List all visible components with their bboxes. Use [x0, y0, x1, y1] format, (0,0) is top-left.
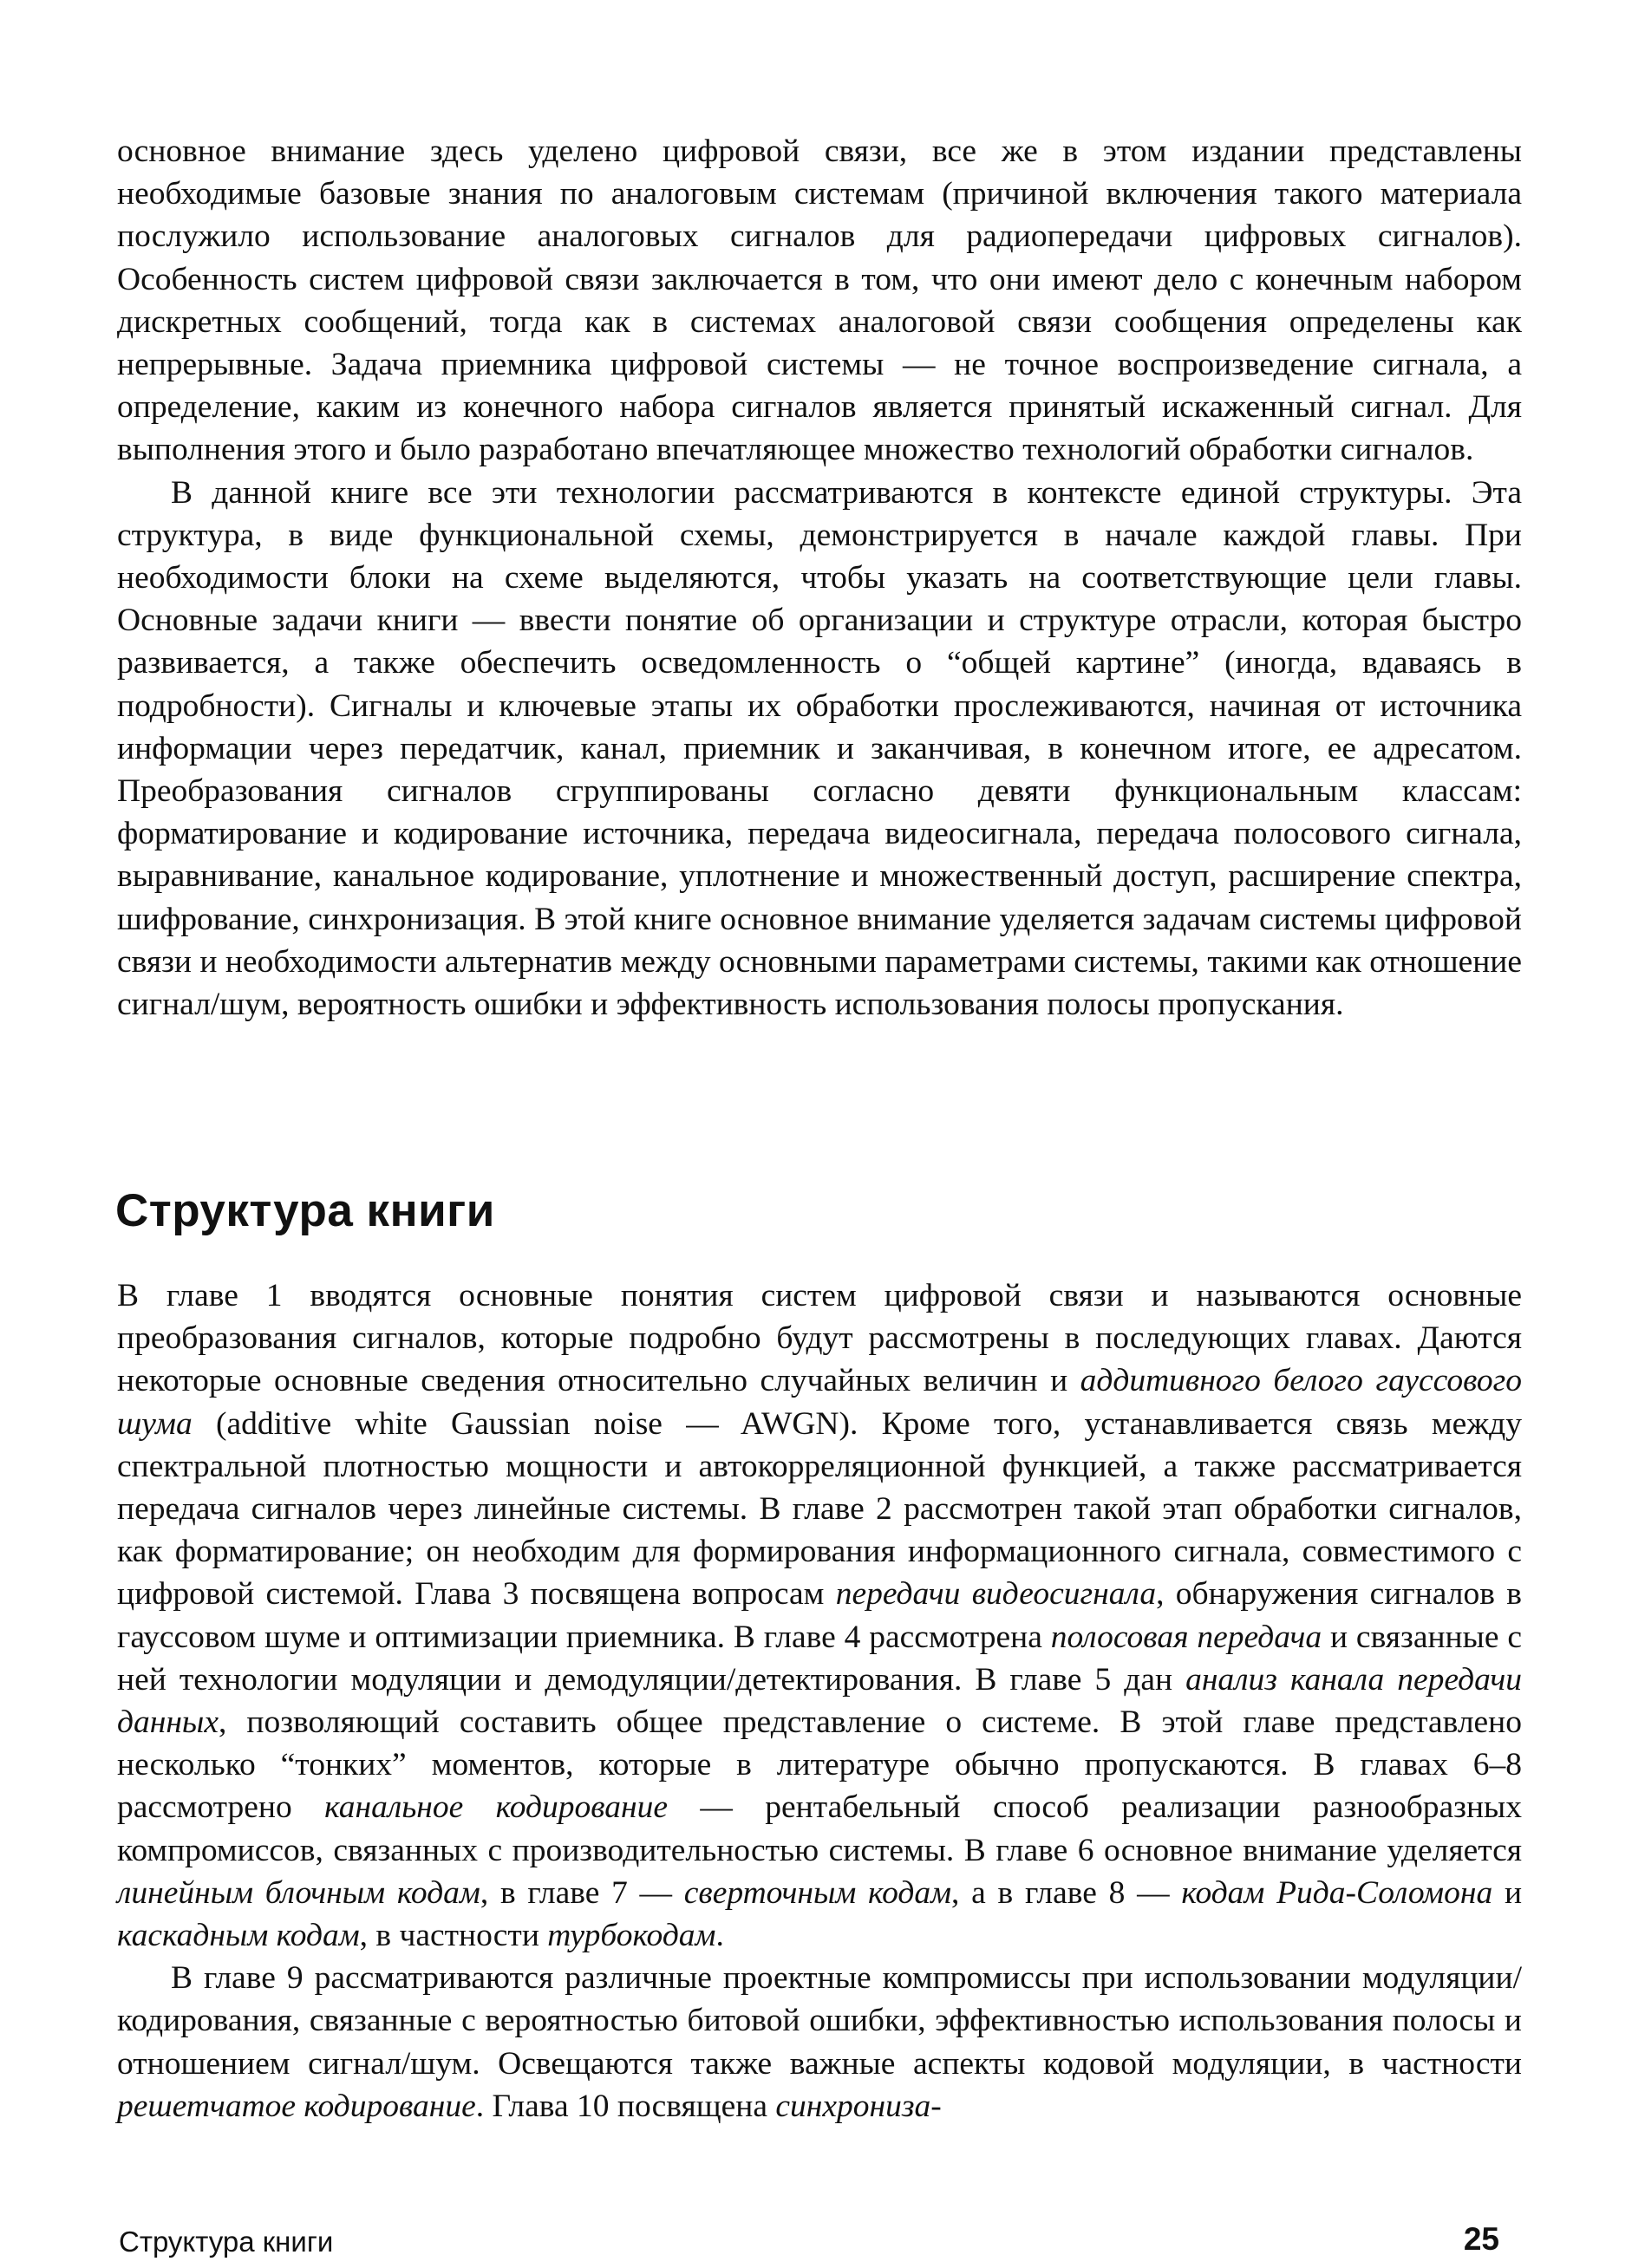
text-run: и	[1492, 1874, 1523, 1911]
italic-term: синхрониза-	[775, 2088, 942, 2124]
italic-term: линейным блочным кодам	[117, 1874, 480, 1911]
italic-term: полосовая передача	[1050, 1619, 1322, 1655]
italic-term: канальное кодирование	[324, 1789, 668, 1826]
section-heading: Структура книги	[115, 1185, 495, 1236]
intro-paragraph-continued: основное внимание здесь уделено цифровой связи, все же в этом издании представлены необходимые базовые знания по аналоговым системам (причиной включения такого материала послужило использование аналоговых сигналов для радиопередачи цифровых сигналов). Особенность систем цифровой связи заключается в том, что они имеют дело с конечным набором дискретных сообщений, тогда как в системах аналоговой связи сообщения определены как непрерывные. Задача приемника цифровой системы — не точное воспроизведение сигнала, а определение, каким из конечного набора сигналов является принятый искаженный сигнал. Для выполнения этого и было разработано впечатляющее множество технологий обработки сигналов.	[117, 134, 1522, 468]
intro-paragraph-structure: В данной книге все эти технологии рассматриваются в контексте единой структуры. Эта структура, в виде функциональной схемы, демонстрируется в начале каждой главы. При необходимости блоки на схеме выделяются, чтобы указать на соответствующие цели главы. Основные задачи книги — ввести понятие об организации и структуре отрасли, которая быстро развивается, а также обеспечить осведомленность о “общей картине” (иногда, вдаваясь в подробности). Сигналы и ключевые этапы их обработки прослеживаются, начиная от источника информации через передатчик, канал, приемник и заканчивая, в конечном итоге, ее адресатом. Преобразования сигналов сгруппированы согласно девяти функциональным классам: форматирование и кодирование источника, передача видеосигнала, передача полосового сигнала, выравнивание, канальное кодирование, уплотнение и множественный доступ, расширение спектра, шифрование, синхронизация. В этой книге основное внимание уделяется задачам системы цифровой связи и необходимости альтернатив между основными параметрами системы, такими как отношение сигнал/шум, вероятность ошибки и эффективность использования полосы пропускания.	[117, 474, 1522, 1023]
text-run: .	[715, 1918, 724, 1954]
italic-term: кодам Рида-Соломона	[1181, 1874, 1493, 1911]
italic-term: сверточным кодам	[683, 1874, 952, 1911]
text-run: , а в главе 8 —	[951, 1874, 1182, 1911]
text-run: . Глава 10 посвящена	[475, 2088, 776, 2124]
italic-term: каскадным кодам	[117, 1918, 360, 1954]
text-run: (additive white Gaussian noise — AWGN). Кроме того, устанавливается связь между спектральной плотностью мощности и автокорреляционной функцией, а также рассматривается передача сигналов через линейные системы. В главе 2 рассмотрен такой этап обработки сигналов, как форматирование; он необходим для формирования информационного сигнала, совместимого с цифровой системой. Глава 3 посвящена вопросам	[117, 1405, 1522, 1613]
text-run: , в частности	[359, 1918, 548, 1954]
text-run: В главе 9 рассматриваются различные проектные компромиссы при использовании модуляции/кодирования, связанные с вероятностью битовой ошибки, эффективностью использования полосы и отношением сигнал/шум. Освещаются также важные аспекты кодовой модуляции, в частности	[117, 1960, 1522, 2082]
italic-term: передачи видеосигнала	[835, 1576, 1157, 1613]
italic-term: анализ канала передачи данных	[117, 1661, 1522, 1741]
italic-term: решетчатое кодирование	[117, 2088, 476, 2124]
page-number: 25	[1463, 2221, 1499, 2257]
chapters-paragraph-2	[117, 1957, 1522, 2128]
italic-term: турбокодам	[547, 1918, 716, 1954]
text-run: и связанные с ней технологии модуляции и демодуляции/детектирования. В главе 5 дан	[117, 1619, 1522, 1698]
text-run: , в главе 7 —	[480, 1874, 684, 1911]
chapters-paragraph-1	[117, 1274, 1522, 1957]
italic-term: аддитивного белого гауссового шума	[117, 1363, 1522, 1442]
text-run: — рентабельный способ реализации разнообразных компромиссов, связанных с производительностью системы. В главе 6 основное внимание уделяется	[117, 1789, 1522, 1868]
running-footer-title: Структура книги	[119, 2226, 334, 2258]
text-run: , обнаружения сигналов в гауссовом шуме и оптимизации приемника. В главе 4 рассмотрена	[117, 1576, 1523, 1655]
chapters-text-block	[117, 1274, 1522, 2128]
text-run: В главе 1 вводятся основные понятия систем цифровой связи и называются основные преобразования сигналов, которые подробно будут рассмотрены в последующих главах. Даются некоторые основные сведения относительно случайных величин и	[117, 1278, 1522, 1399]
text-run: , позволяющий составить общее представление о системе. В этой главе представлено несколько “тонких” моментов, которые в литературе обычно пропускаются. В главах 6–8 рассмотрено	[117, 1704, 1522, 1826]
intro-text-block	[117, 130, 1522, 1026]
